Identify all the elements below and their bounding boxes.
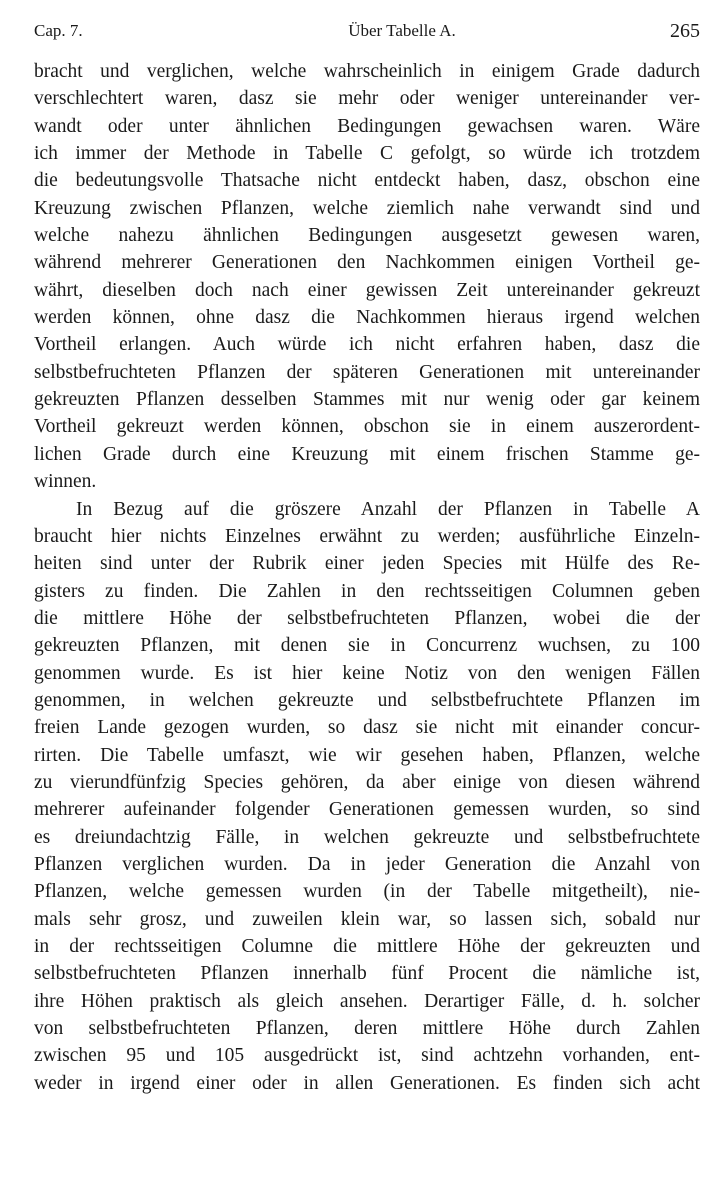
text-line: bracht und verglichen, welche wahrscheinlich in einigem Grade dadurch <box>34 61 700 82</box>
text-line: genommen, in welchen gekreuzte und selbstbefruchtete Pflanzen im <box>34 689 700 711</box>
text-line: genommen wurde. Es ist hier keine Notiz von den wenigen Fällen <box>34 662 700 684</box>
text-line: es dreiundachtzig Fälle, in welchen gekreuzte und selbstbefruchtete <box>34 826 700 848</box>
running-head <box>34 16 700 46</box>
text-line: wandt oder unter ähnlichen Bedingungen gewachsen waren. Wäre <box>34 115 700 137</box>
text-line: Pflanzen, welche gemessen wurden (in der Tabelle mitgetheilt), nie- <box>34 881 700 903</box>
text-line: währt, dieselben doch nach einer gewissen Zeit untereinander gekreuzt <box>34 279 700 301</box>
text-line: verschlechtert waren, dasz sie mehr oder weniger untereinander ver- <box>34 88 700 110</box>
text-line: In Bezug auf die gröszere Anzahl der Pflanzen in Tabelle A <box>76 498 700 520</box>
text-line: gekreuzten Pflanzen, mit denen sie in Concurrenz wuchsen, zu 100 <box>34 635 700 657</box>
text-line: die bedeutungsvolle Thatsache nicht entdeckt haben, dasz, obschon eine <box>34 170 700 192</box>
text-line: die mittlere Höhe der selbstbefruchteten Pflanzen, wobei die der <box>34 607 700 629</box>
text-line: Kreuzung zwischen Pflanzen, welche ziemlich nahe verwandt sind und <box>34 197 700 219</box>
text-line: mehrerer aufeinander folgender Generationen gemessen wurden, so sind <box>34 799 700 821</box>
text-line: werden können, ohne dasz die Nachkommen hieraus irgend welchen <box>34 307 700 329</box>
text-line: zu vierundfünfzig Species gehören, da aber einige von diesen während <box>34 771 700 793</box>
body-text <box>34 58 700 1097</box>
text-line: braucht hier nichts Einzelnes erwähnt zu werden; ausführliche Einzeln- <box>34 525 700 547</box>
text-line: von selbstbefruchteten Pflanzen, deren mittlere Höhe durch Zahlen <box>34 1018 700 1040</box>
text-line: selbstbefruchteten Pflanzen der späteren Generationen mit untereinander <box>34 361 700 383</box>
paragraph <box>34 496 700 1098</box>
text-line: winnen. <box>34 471 97 493</box>
text-line: gekreuzten Pflanzen desselben Stammes mit nur wenig oder gar keinem <box>34 389 700 411</box>
text-line: weder in irgend einer oder in allen Generationen. Es finden sich acht <box>34 1072 700 1094</box>
text-line: heiten sind unter der Rubrik einer jeden Species mit Hülfe des Re- <box>34 553 700 575</box>
book-page <box>34 0 700 1200</box>
text-line: ihre Höhen praktisch als gleich ansehen. Derartiger Fälle, d. h. solcher <box>34 990 700 1012</box>
chapter-label: Cap. 7. <box>34 21 83 40</box>
text-line: in der rechtsseitigen Columne die mittlere Höhe der gekreuzten und <box>34 936 700 957</box>
text-line: Pflanzen verglichen wurden. Da in jeder Generation die Anzahl von <box>34 853 700 875</box>
running-title: Über Tabelle A. <box>348 21 456 40</box>
paragraph <box>34 58 700 496</box>
text-line: ich immer der Methode in Tabelle C gefolgt, so würde ich trotzdem <box>34 143 700 165</box>
text-line: gisters zu finden. Die Zahlen in den rechtsseitigen Columnen geben <box>34 580 700 602</box>
text-line: rirten. Die Tabelle umfaszt, wie wir gesehen haben, Pflanzen, welche <box>34 744 700 766</box>
text-line: selbstbefruchteten Pflanzen innerhalb fünf Procent die nämliche ist, <box>34 963 700 985</box>
text-line: freien Lande gezogen wurden, so dasz sie nicht mit einander concur- <box>34 717 700 739</box>
text-line: welche nahezu ähnlichen Bedingungen ausgesetzt gewesen waren, <box>34 225 700 247</box>
text-line: zwischen 95 und 105 ausgedrückt ist, sind achtzehn vorhanden, ent- <box>34 1045 700 1067</box>
text-line: lichen Grade durch eine Kreuzung mit einem frischen Stamme ge- <box>34 443 700 465</box>
text-line: Vortheil gekreuzt werden können, obschon sie in einem auszerordent- <box>34 416 700 438</box>
text-line: mals sehr grosz, und zuweilen klein war, so lassen sich, sobald nur <box>34 908 700 930</box>
text-line: während mehrerer Generationen den Nachkommen einigen Vortheil ge- <box>34 252 700 274</box>
page-number: 265 <box>670 20 700 42</box>
text-line: Vortheil erlangen. Auch würde ich nicht erfahren haben, dasz die <box>34 334 700 356</box>
